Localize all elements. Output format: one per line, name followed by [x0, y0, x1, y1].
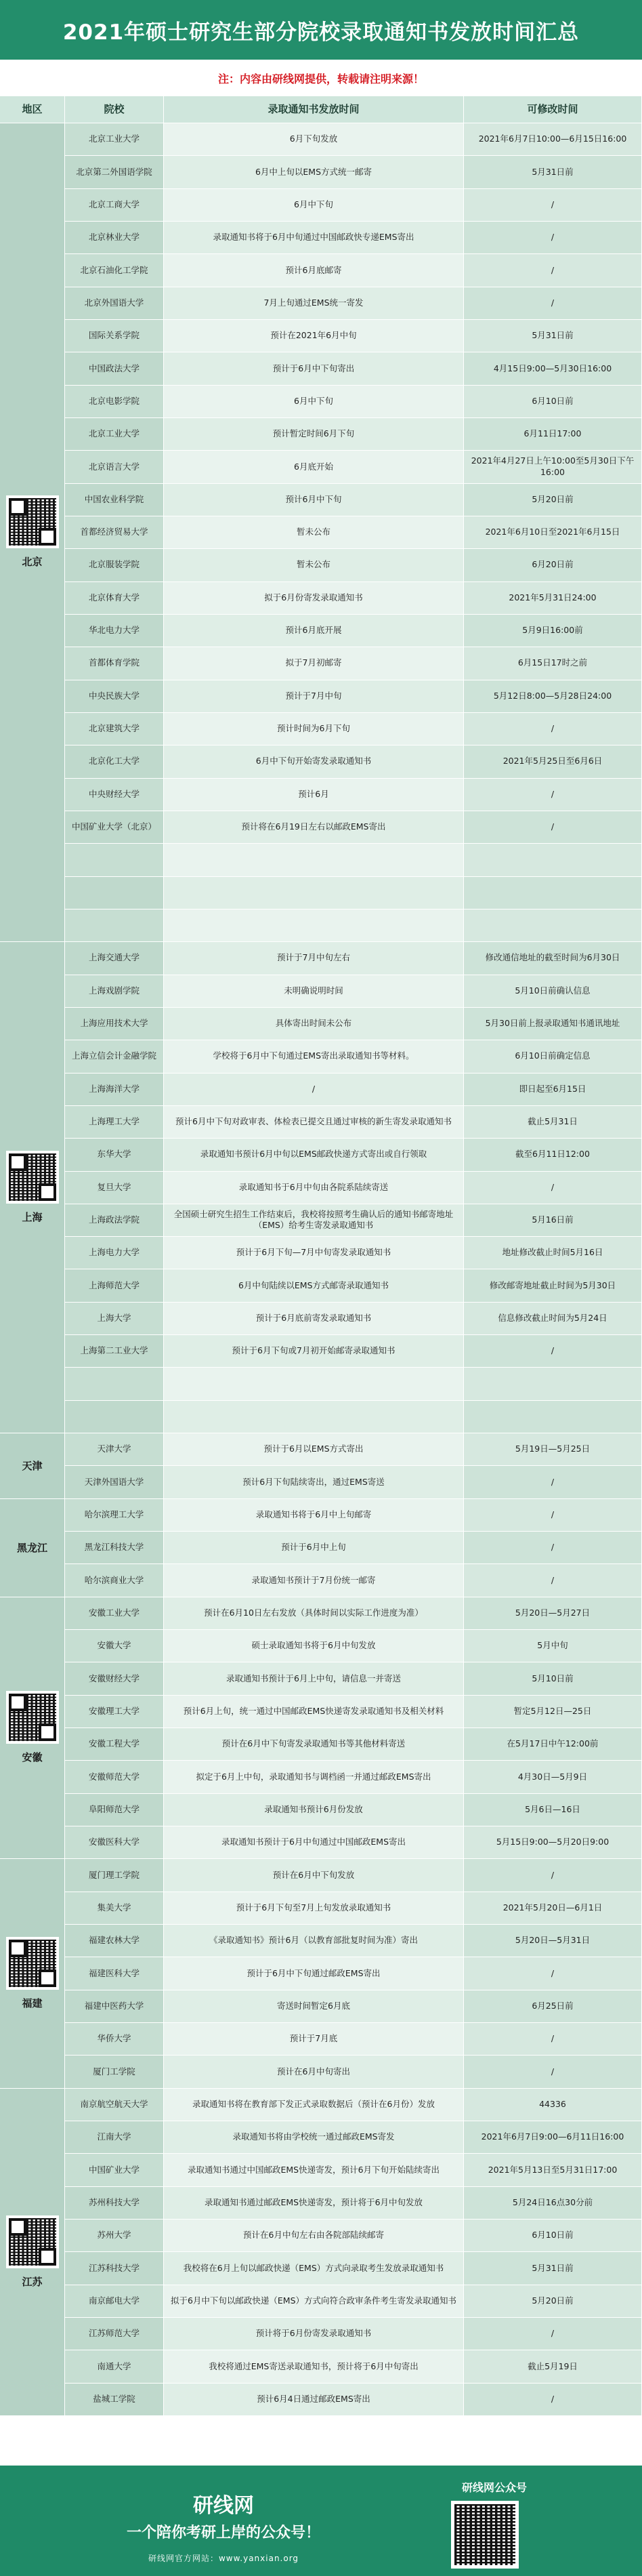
school-cell: 南通大学	[65, 2350, 164, 2383]
school-cell: 北京工业大学	[65, 123, 164, 156]
school-cell: 苏州科技大学	[65, 2187, 164, 2220]
notice-time-cell: 预计将于6月份寄发录取通知书	[164, 2318, 464, 2350]
modify-time-cell: 44336	[464, 2089, 642, 2121]
modify-time-cell: /	[464, 779, 642, 811]
qr-code-icon	[6, 2215, 59, 2268]
modify-time-cell: 截止5月31日	[464, 1106, 642, 1139]
notice-time-cell: 预计将在6月19日左右以邮政EMS寄出	[164, 811, 464, 844]
modify-time-cell: 在5月17日中午12:00前	[464, 1728, 642, 1761]
school-cell: 江苏师范大学	[65, 2318, 164, 2350]
school-cell: 安徽财经大学	[65, 1662, 164, 1695]
school-cell: 福建农林大学	[65, 1925, 164, 1957]
modify-time-cell: 5月15日9:00—5月20日9:00	[464, 1826, 642, 1859]
modify-time-cell: 2021年6月7日10:00—6月15日16:00	[464, 123, 642, 156]
notice-time-cell: 预计于6月下旬—7月中旬寄发录取通知书	[164, 1237, 464, 1269]
modify-time-cell: 5月31日前	[464, 2252, 642, 2285]
school-cell: 上海理工大学	[65, 1106, 164, 1139]
school-cell: 上海师范大学	[65, 1269, 164, 1302]
school-cell: 南京邮电大学	[65, 2285, 164, 2318]
school-cell: 首都经济贸易大学	[65, 516, 164, 549]
modify-time-cell: 5月20日前	[464, 484, 642, 516]
header-school: 院校	[65, 96, 164, 123]
modify-time-cell: /	[464, 1466, 642, 1498]
notice-time-cell: 预计6月	[164, 779, 464, 811]
school-cell: 福建医科大学	[65, 1957, 164, 1990]
school-cell: 北京林业大学	[65, 222, 164, 254]
modify-time-cell: /	[464, 811, 642, 844]
notice-time-cell: 拟于6月中下旬以邮政快递（EMS）方式向符合政审条件考生寄发录取通知书	[164, 2285, 464, 2318]
notice-time-cell: 具体寄出时间未公布	[164, 1008, 464, 1040]
header-notice-time: 录取通知书发放时间	[164, 96, 464, 123]
notice-time-cell	[164, 844, 464, 876]
school-cell: 上海立信会计金融学院	[65, 1040, 164, 1073]
modify-time-cell: 5月31日前	[464, 320, 642, 352]
admission-table	[0, 96, 642, 2416]
notice-time-cell: 7月上旬通过EMS统一寄发	[164, 287, 464, 320]
modify-time-cell: 5月16日前	[464, 1204, 642, 1237]
notice-time-cell: 6月下旬发放	[164, 123, 464, 156]
notice-time-cell: 预计在6月中下旬发放	[164, 1859, 464, 1892]
modify-time-cell: 4月30日—5月9日	[464, 1761, 642, 1793]
notice-time-cell: 未明确说明时间	[164, 975, 464, 1008]
modify-time-cell	[464, 909, 642, 942]
notice-time-cell: 录取通知书预计于7月份统一邮寄	[164, 1564, 464, 1597]
school-cell: 中国矿业大学（北京）	[65, 811, 164, 844]
school-cell: 北京服装学院	[65, 549, 164, 581]
school-cell: 东华大学	[65, 1139, 164, 1171]
modify-time-cell: 5月20日前	[464, 2285, 642, 2318]
school-cell: 中央民族大学	[65, 680, 164, 713]
modify-time-cell: /	[464, 1564, 642, 1597]
school-cell: 苏州大学	[65, 2220, 164, 2252]
modify-time-cell: 暂定5月12日—25日	[464, 1696, 642, 1728]
modify-time-cell: 即日起至6月15日	[464, 1074, 642, 1106]
school-cell: 复旦大学	[65, 1172, 164, 1204]
region-label: 江苏	[22, 2275, 43, 2288]
modify-time-cell: 修改邮寄地址截止时间为5月30日	[464, 1269, 642, 1302]
school-cell: 华侨大学	[65, 2023, 164, 2056]
notice-time-cell: 预计在6月中下旬寄发录取通知书等其他材料寄送	[164, 1728, 464, 1761]
school-cell: 安徽医科大学	[65, 1826, 164, 1859]
region-label: 北京	[22, 556, 43, 569]
modify-time-cell: 2021年5月31日24:00	[464, 582, 642, 615]
modify-time-cell: /	[464, 2056, 642, 2088]
modify-time-cell: /	[464, 2384, 642, 2416]
school-cell: 安徽大学	[65, 1630, 164, 1662]
notice-time-cell: 录取通知书将于6月中旬通过中国邮政快专递EMS寄出	[164, 222, 464, 254]
notice-time-cell: 6月底开始	[164, 451, 464, 483]
notice-time-cell: 录取通知书将由学校统一通过邮政EMS寄发	[164, 2121, 464, 2154]
school-cell: 中国农业科学院	[65, 484, 164, 516]
school-cell: 天津大学	[65, 1433, 164, 1466]
modify-time-cell: 2021年6月10日至2021年6月15日	[464, 516, 642, 549]
school-cell: 南京航空航天大学	[65, 2089, 164, 2121]
notice-time-cell: 录取通知书通过邮政EMS快递寄发，预计将于6月中旬发放	[164, 2187, 464, 2220]
school-cell: 上海大学	[65, 1303, 164, 1335]
notice-time-cell: 录取通知书通过中国邮政EMS快递寄发，预计6月下旬开始陆续寄出	[164, 2154, 464, 2186]
modify-time-cell: /	[464, 1859, 642, 1892]
notice-time-cell: 预计6月中下旬	[164, 484, 464, 516]
notice-time-cell: 预计6月下旬陆续寄出，通过EMS寄送	[164, 1466, 464, 1498]
school-cell: 北京化工大学	[65, 745, 164, 778]
modify-time-cell: 5月12日8:00—5月28日24:00	[464, 680, 642, 713]
school-cell: 江苏科技大学	[65, 2252, 164, 2285]
notice-time-cell: 预计6月中下旬对政审表、体检表已提交且通过审核的新生寄发录取通知书	[164, 1106, 464, 1139]
notice-time-cell: 预计于6月中上旬	[164, 1532, 464, 1564]
region-cell	[0, 123, 65, 942]
modify-time-cell: 4月15日9:00—5月30日16:00	[464, 352, 642, 385]
notice-time-cell: 6月中上旬以EMS方式统一邮寄	[164, 156, 464, 188]
qr-code-icon	[6, 1937, 59, 1990]
notice-time-cell: 录取通知书将在教育部下发正式录取数据后（预计在6月份）发放	[164, 2089, 464, 2121]
school-cell: 哈尔滨理工大学	[65, 1499, 164, 1532]
notice-time-cell: 拟于6月份寄发录取通知书	[164, 582, 464, 615]
notice-time-cell: 预计6月底开展	[164, 615, 464, 647]
school-cell: 北京工业大学	[65, 418, 164, 451]
school-cell: 安徽工业大学	[65, 1597, 164, 1630]
modify-time-cell: 6月10日前确定信息	[464, 1040, 642, 1073]
notice-time-cell: 6月中下旬	[164, 386, 464, 418]
footer-qr-label: 研线网公众号	[461, 2481, 527, 2494]
notice-time-cell: 预计于7月中旬	[164, 680, 464, 713]
school-cell: 华北电力大学	[65, 615, 164, 647]
footer-website: 研线网官方网站：www.yanxian.org	[148, 2554, 299, 2563]
footer-brand: 研线网	[193, 2494, 254, 2518]
modify-time-cell	[464, 1368, 642, 1400]
notice-time-cell: 6月中下旬开始寄发录取通知书	[164, 745, 464, 778]
modify-time-cell: 5月20日—5月31日	[464, 1925, 642, 1957]
school-cell: 集美大学	[65, 1892, 164, 1925]
modify-time-cell: 2021年5月20日—6月1日	[464, 1892, 642, 1925]
modify-time-cell: 2021年5月13日至5月31日17:00	[464, 2154, 642, 2186]
modify-time-cell: 修改通信地址的截至时间为6月30日	[464, 942, 642, 975]
notice-time-cell: 6月中旬陆续以EMS方式邮寄录取通知书	[164, 1269, 464, 1302]
modify-time-cell: 6月11日17:00	[464, 418, 642, 451]
region-cell	[0, 1433, 65, 1499]
modify-time-cell	[464, 877, 642, 909]
school-cell: 上海应用技术大学	[65, 1008, 164, 1040]
notice-time-cell: 暂未公布	[164, 516, 464, 549]
modify-time-cell: 截止5月19日	[464, 2350, 642, 2383]
modify-time-cell: /	[464, 287, 642, 320]
school-cell: 盐城工学院	[65, 2384, 164, 2416]
school-cell	[65, 1368, 164, 1400]
modify-time-cell: 地址修改截止时间5月16日	[464, 1237, 642, 1269]
header-region: 地区	[0, 96, 65, 123]
school-cell: 哈尔滨商业大学	[65, 1564, 164, 1597]
school-cell: 北京石油化工学院	[65, 254, 164, 287]
modify-time-cell: 2021年4月27日上午10:00至5月30日下午16:00	[464, 451, 642, 483]
region-label: 福建	[22, 1997, 43, 2009]
school-cell: 上海电力大学	[65, 1237, 164, 1269]
school-cell: 厦门理工学院	[65, 1859, 164, 1892]
modify-time-cell: 5月24日16点30分前	[464, 2187, 642, 2220]
school-cell: 安徽工程大学	[65, 1728, 164, 1761]
notice-time-cell: 录取通知书预计6月中旬以EMS邮政快递方式寄出或自行领取	[164, 1139, 464, 1171]
notice-time-cell: 拟定于6月上中旬，录取通知书与调档函一并通过邮政EMS寄出	[164, 1761, 464, 1793]
school-cell: 安徽理工大学	[65, 1696, 164, 1728]
modify-time-cell: /	[464, 1499, 642, 1532]
modify-time-cell: 2021年6月7日9:00—6月11日16:00	[464, 2121, 642, 2154]
notice-time-cell	[164, 909, 464, 942]
notice-time-cell: 硕士录取通知书将于6月中旬发放	[164, 1630, 464, 1662]
source-note: 注：内容由研线网提供，转载请注明来源！	[0, 60, 642, 96]
region-cell	[0, 2089, 65, 2416]
notice-time-cell	[164, 1401, 464, 1433]
modify-time-cell: 6月10日前	[464, 386, 642, 418]
notice-time-cell: 预计在2021年6月中旬	[164, 320, 464, 352]
notice-time-cell: 预计6月4日通过邮政EMS寄出	[164, 2384, 464, 2416]
footer-slogan: 一个陪你考研上岸的公众号！	[126, 2524, 320, 2541]
modify-time-cell: 6月15日17时之前	[464, 647, 642, 680]
notice-time-cell: 预计在6月10日左右发放（具体时间以实际工作进度为准）	[164, 1597, 464, 1630]
school-cell: 厦门工学院	[65, 2056, 164, 2088]
school-cell: 北京第二外国语学院	[65, 156, 164, 188]
notice-time-cell: 录取通知书预计于6月中旬通过中国邮政EMS寄出	[164, 1826, 464, 1859]
school-cell: 黑龙江科技大学	[65, 1532, 164, 1564]
notice-time-cell: 拟于7月初邮寄	[164, 647, 464, 680]
school-cell	[65, 909, 164, 942]
school-cell: 北京语言大学	[65, 451, 164, 483]
notice-time-cell: 预计时间为6月下旬	[164, 713, 464, 745]
modify-time-cell: 5月19日—5月25日	[464, 1433, 642, 1466]
notice-time-cell: 暂未公布	[164, 549, 464, 581]
school-cell	[65, 844, 164, 876]
notice-time-cell: 预计于6月底前寄发录取通知书	[164, 1303, 464, 1335]
school-cell: 上海交通大学	[65, 942, 164, 975]
region-label: 安徽	[22, 1751, 43, 1764]
modify-time-cell: 5月6日—16日	[464, 1794, 642, 1826]
notice-time-cell: 预计于6月下旬或7月初开始邮寄录取通知书	[164, 1335, 464, 1368]
school-cell: 首都体育学院	[65, 647, 164, 680]
school-cell: 北京电影学院	[65, 386, 164, 418]
modify-time-cell: 5月30日前上报录取通知书通讯地址	[464, 1008, 642, 1040]
modify-time-cell: /	[464, 2318, 642, 2350]
notice-time-cell: 录取通知书预计6月份发放	[164, 1794, 464, 1826]
region-cell	[0, 1859, 65, 2088]
modify-time-cell: 2021年5月25日至6月6日	[464, 745, 642, 778]
notice-time-cell: 学校将于6月中下旬通过EMS寄出录取通知书等材料。	[164, 1040, 464, 1073]
school-cell: 北京工商大学	[65, 189, 164, 222]
school-cell: 中国政法大学	[65, 352, 164, 385]
footer-qr-code	[451, 2501, 519, 2569]
modify-time-cell: /	[464, 189, 642, 222]
notice-time-cell: 6月中下旬	[164, 189, 464, 222]
notice-time-cell: /	[164, 1074, 464, 1106]
modify-time-cell: /	[464, 1957, 642, 1990]
page-title: 2021年硕士研究生部分院校录取通知书发放时间汇总	[0, 0, 642, 61]
notice-time-cell: 预计于7月底	[164, 2023, 464, 2056]
school-cell: 天津外国语大学	[65, 1466, 164, 1498]
notice-time-cell: 预计于7月中旬左右	[164, 942, 464, 975]
notice-time-cell: 预计于6月以EMS方式寄出	[164, 1433, 464, 1466]
modify-time-cell	[464, 844, 642, 876]
school-cell: 中央财经大学	[65, 779, 164, 811]
region-cell	[0, 942, 65, 1433]
school-cell: 上海海洋大学	[65, 1074, 164, 1106]
school-cell: 阜阳师范大学	[65, 1794, 164, 1826]
notice-time-cell	[164, 1368, 464, 1400]
header-modify-time: 可修改时间	[464, 96, 642, 123]
school-cell: 中国矿业大学	[65, 2154, 164, 2186]
school-cell: 上海政法学院	[65, 1204, 164, 1237]
qr-code-icon	[6, 1691, 59, 1744]
school-cell	[65, 1401, 164, 1433]
region-cell	[0, 1499, 65, 1597]
notice-time-cell: 预计于6月中下旬寄出	[164, 352, 464, 385]
modify-time-cell: /	[464, 222, 642, 254]
school-cell: 安徽师范大学	[65, 1761, 164, 1793]
qr-code-icon	[6, 1151, 59, 1204]
notice-time-cell: 预计暂定时间6月下旬	[164, 418, 464, 451]
school-cell: 江南大学	[65, 2121, 164, 2154]
modify-time-cell: /	[464, 2023, 642, 2056]
school-cell: 国际关系学院	[65, 320, 164, 352]
notice-time-cell	[164, 877, 464, 909]
notice-time-cell: 预计在6月中旬寄出	[164, 2056, 464, 2088]
notice-time-cell: 预计6月底邮寄	[164, 254, 464, 287]
modify-time-cell: 6月10日前	[464, 2220, 642, 2252]
modify-time-cell: 信息修改截止时间为5月24日	[464, 1303, 642, 1335]
modify-time-cell: /	[464, 1335, 642, 1368]
school-cell: 北京体育大学	[65, 582, 164, 615]
qr-code-icon	[6, 495, 59, 548]
region-label: 上海	[22, 1211, 43, 1224]
region-label: 天津	[22, 1459, 43, 1472]
modify-time-cell: 5月10日前	[464, 1662, 642, 1695]
footer	[0, 2466, 642, 2576]
notice-time-cell: 我校将在6月上旬以邮政快递（EMS）方式向录取考生发放录取通知书	[164, 2252, 464, 2285]
notice-time-cell: 寄送时间暂定6月底	[164, 1990, 464, 2023]
region-label: 黑龙江	[16, 1541, 47, 1554]
notice-time-cell: 录取通知书将于6月中上旬邮寄	[164, 1499, 464, 1532]
modify-time-cell: 5月10日前确认信息	[464, 975, 642, 1008]
school-cell: 上海第二工业大学	[65, 1335, 164, 1368]
notice-time-cell: 预计6月上旬，统一通过中国邮政EMS快递寄发录取通知书及相关材料	[164, 1696, 464, 1728]
school-cell: 北京外国语大学	[65, 287, 164, 320]
modify-time-cell	[464, 1401, 642, 1433]
modify-time-cell: /	[464, 1532, 642, 1564]
school-cell: 上海戏剧学院	[65, 975, 164, 1008]
modify-time-cell: 5月9日16:00前	[464, 615, 642, 647]
region-cell	[0, 1597, 65, 1860]
modify-time-cell: /	[464, 254, 642, 287]
modify-time-cell: 截至6月11日12:00	[464, 1139, 642, 1171]
modify-time-cell: /	[464, 713, 642, 745]
notice-time-cell: 录取通知书预计于6月上中旬，请信息一并寄送	[164, 1662, 464, 1695]
notice-time-cell: 全国硕士研究生招生工作结束后，我校将按照考生确认后的通知书邮寄地址（EMS）给考生寄发录取通知书	[164, 1204, 464, 1237]
modify-time-cell: 6月25日前	[464, 1990, 642, 2023]
modify-time-cell: 5月31日前	[464, 156, 642, 188]
notice-time-cell: 《录取通知书》预计6月（以教育部批复时间为准）寄出	[164, 1925, 464, 1957]
modify-time-cell: 5月中旬	[464, 1630, 642, 1662]
notice-time-cell: 预计于6月中下旬通过邮政EMS寄出	[164, 1957, 464, 1990]
modify-time-cell: 6月20日前	[464, 549, 642, 581]
notice-time-cell: 我校将通过EMS寄送录取通知书，预计将于6月中旬寄出	[164, 2350, 464, 2383]
school-cell: 北京建筑大学	[65, 713, 164, 745]
modify-time-cell: 5月20日—5月27日	[464, 1597, 642, 1630]
modify-time-cell: /	[464, 1172, 642, 1204]
notice-time-cell: 录取通知书于6月中旬由各院系陆续寄送	[164, 1172, 464, 1204]
notice-time-cell: 预计在6月中旬左右由各院部陆续邮寄	[164, 2220, 464, 2252]
school-cell	[65, 877, 164, 909]
notice-time-cell: 预计于6月下旬至7月上旬发放录取通知书	[164, 1892, 464, 1925]
school-cell: 福建中医药大学	[65, 1990, 164, 2023]
